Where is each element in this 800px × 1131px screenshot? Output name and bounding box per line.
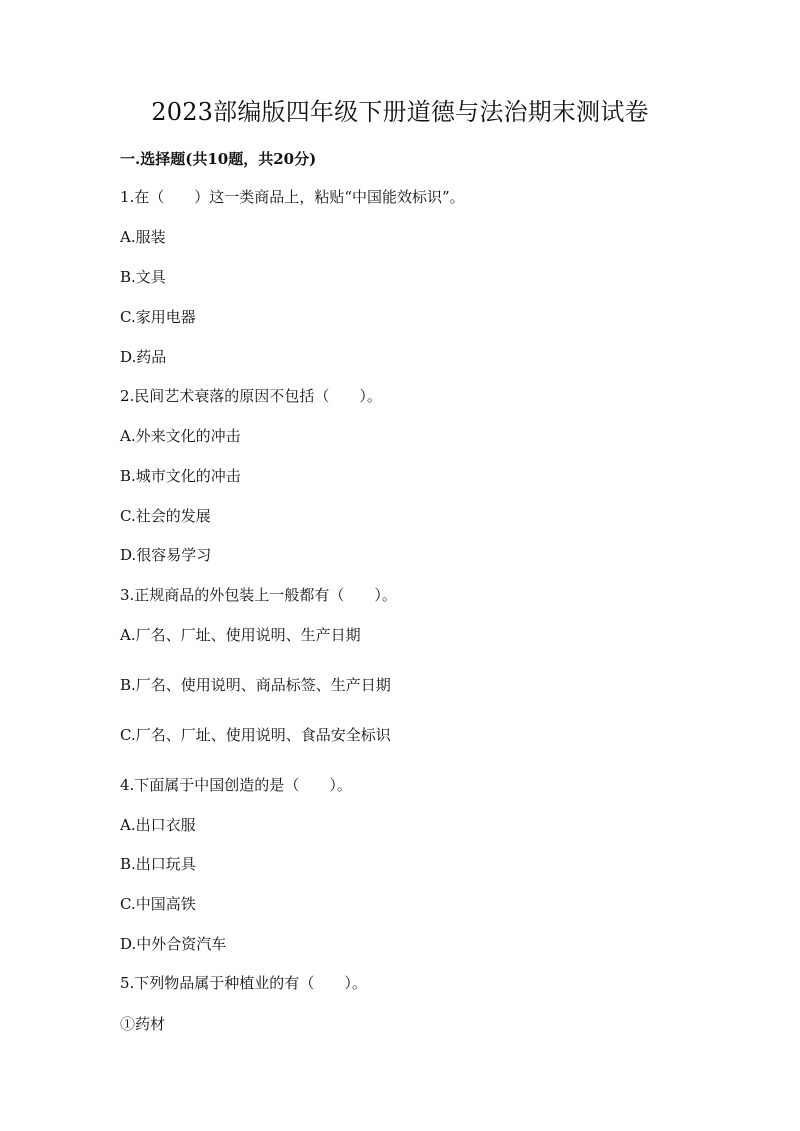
question-4-option-d: D.中外合资汽车 xyxy=(120,935,227,953)
question-5-stem: 5.下列物品属于种植业的有（ ）。 xyxy=(120,974,367,992)
question-3-stem: 3.正规商品的外包装上一般都有（ ）。 xyxy=(120,586,397,604)
question-1-stem: 1.在（ ）这一类商品上，粘贴“中国能效标识”。 xyxy=(120,188,465,206)
question-1-option-a: A.服装 xyxy=(120,228,166,246)
question-3-option-c: C.厂名、厂址、使用说明、食品安全标识 xyxy=(120,726,391,744)
question-5-option-1: ①药材 xyxy=(120,1015,166,1033)
question-1-option-d: D.药品 xyxy=(120,348,167,366)
document-title: 2023部编版四年级下册道德与法治期末测试卷 xyxy=(151,98,649,126)
section-heading: 一.选择题(共10题，共20分) xyxy=(120,150,317,168)
question-4-option-a: A.出口衣服 xyxy=(120,816,196,834)
question-2-option-a: A.外来文化的冲击 xyxy=(120,427,241,445)
question-4-option-c: C.中国高铁 xyxy=(120,895,196,913)
question-4-option-b: B.出口玩具 xyxy=(120,855,196,873)
question-3-option-a: A.厂名、厂址、使用说明、生产日期 xyxy=(120,626,361,644)
question-2-option-c: C.社会的发展 xyxy=(120,507,211,525)
question-2-option-b: B.城市文化的冲击 xyxy=(120,467,241,485)
question-4-stem: 4.下面属于中国创造的是（ ）。 xyxy=(120,776,352,794)
question-1-option-b: B.文具 xyxy=(120,268,166,286)
question-2-option-d: D.很容易学习 xyxy=(120,546,212,564)
question-3-option-b: B.厂名、使用说明、商品标签、生产日期 xyxy=(120,676,391,694)
question-1-option-c: C.家用电器 xyxy=(120,308,196,326)
question-2-stem: 2.民间艺术衰落的原因不包括（ ）。 xyxy=(120,387,382,405)
